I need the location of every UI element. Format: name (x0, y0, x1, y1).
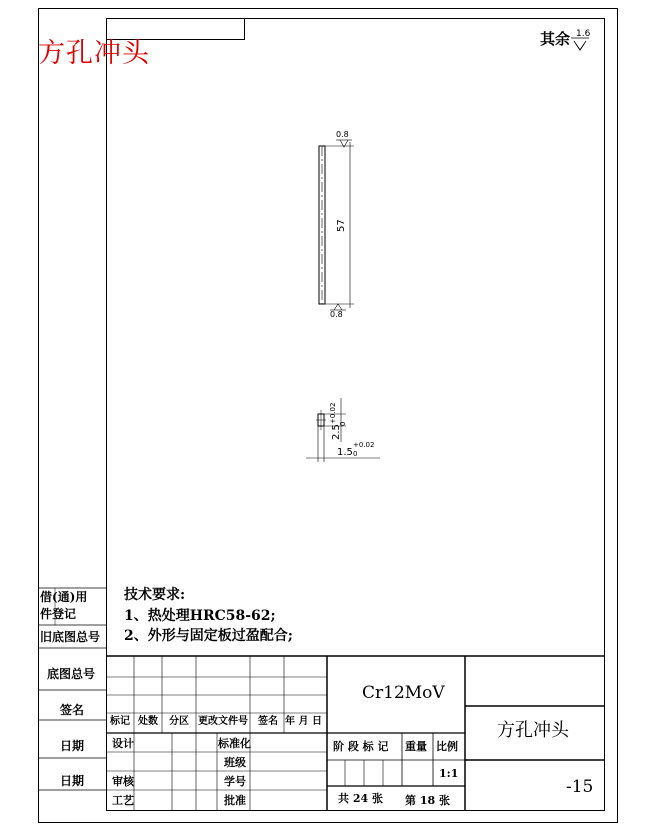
rev-header-doc: 更改文件号 (198, 716, 248, 727)
roughness-top-value: 0.8 (336, 130, 349, 139)
width-tol-upper: +0.02 (353, 441, 375, 449)
roughness-note-label: 其余 (540, 30, 571, 48)
label-register: 件登记 (40, 607, 77, 621)
tech-heading: 技术要求: (124, 587, 186, 603)
width-tol-lower: 0 (353, 450, 358, 458)
length-dimension: 57 (336, 219, 347, 232)
red-part-title: 方孔冲头 (38, 38, 150, 69)
scale-value: 1:1 (439, 767, 459, 780)
rev-header-count: 处数 (138, 716, 158, 727)
label-sign: 签名 (60, 703, 85, 717)
label-date-2: 日期 (60, 774, 85, 788)
label-standardize: 标准化 (218, 737, 251, 750)
material-text: Cr12MoV (362, 683, 445, 703)
height-dimension: 2.5 (331, 424, 342, 440)
height-tol-lower: 0 (339, 421, 347, 426)
sheet-number: 第 18 张 (405, 794, 450, 807)
label-weight: 重量 (405, 740, 427, 753)
rev-header-zone: 分区 (169, 716, 189, 727)
label-scale: 比例 (436, 740, 458, 753)
label-process: 工艺 (112, 794, 134, 807)
tech-item-1: 1、热处理HRC58-62; (124, 608, 276, 624)
height-tol-upper: +0.02 (329, 402, 337, 424)
roughness-note-value: 1.6 (576, 29, 591, 39)
drawing-number: -15 (566, 777, 594, 797)
rev-header-mark: 标记 (110, 716, 130, 727)
tech-item-2: 2、外形与固定板过盈配合; (124, 628, 293, 644)
label-stage: 阶 段 标 记 (333, 740, 389, 753)
label-old-drawing: 旧底图总号 (40, 630, 101, 644)
width-dimension: 1.5 (337, 447, 353, 458)
label-design: 设计 (112, 737, 134, 750)
label-review: 审核 (112, 775, 134, 788)
part-name-text: 方孔冲头 (497, 720, 569, 741)
label-borrow: 借(通)用 (40, 590, 88, 604)
roughness-bottom-value: 0.8 (330, 310, 343, 319)
rev-header-sign: 签名 (258, 716, 278, 727)
label-student-no: 学号 (224, 775, 246, 788)
rev-header-date: 年 月 日 (285, 716, 322, 727)
label-approve: 批准 (224, 794, 246, 807)
total-sheets: 共 24 张 (338, 792, 383, 805)
label-class: 班级 (224, 756, 246, 769)
label-base-drawing: 底图总号 (47, 667, 96, 681)
label-date-1: 日期 (60, 739, 85, 753)
